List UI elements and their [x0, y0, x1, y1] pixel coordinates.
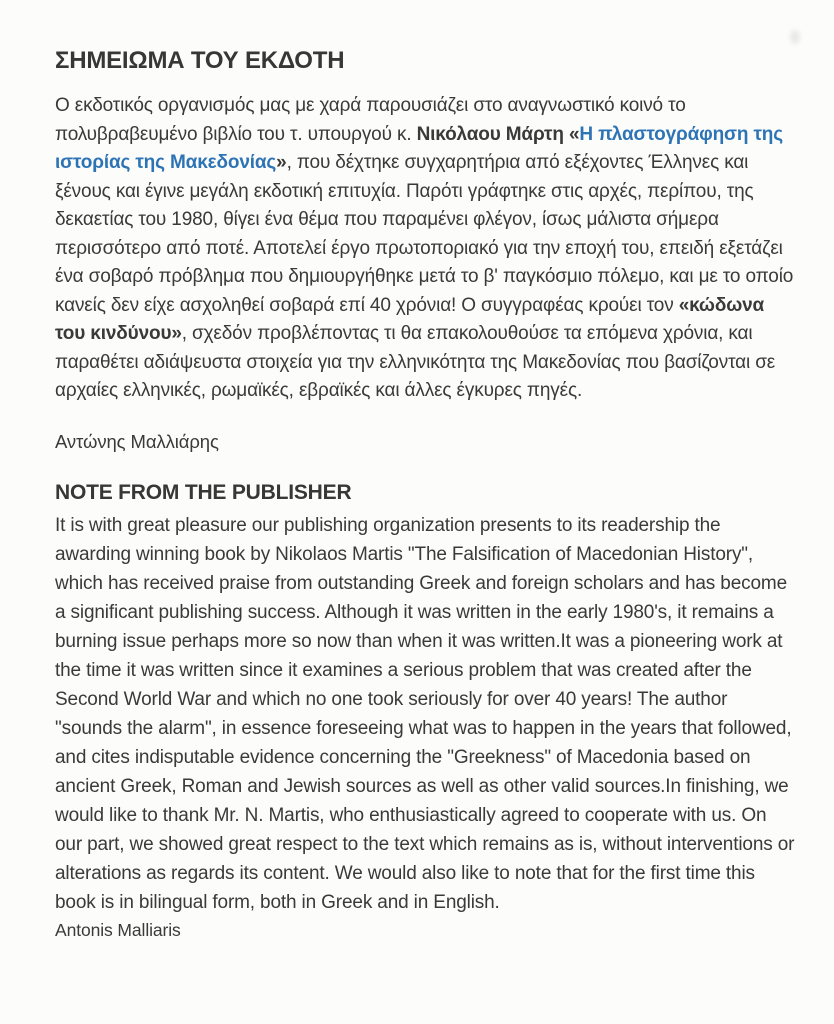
english-publisher-signature: Antonis Malliaris: [55, 919, 181, 940]
greek-publisher-signature: Αντώνης Μαλλιάρης: [55, 430, 219, 452]
english-note-paragraph: It is with great pleasure our publishing organization presents to its readership the awarding winning book by Nikolaos Martis "The Falsification of Macedonian History", which has received praise from outstanding Greek and foreign scholars and has become a significant publishing success. Although it was written in the early 1980's, it remains a burning issue perhaps more so now than when it was written.It was a pioneering work at the time it was written since it examines a serious problem that was created after the Second World War and which no one took seriously for over 40 years! The author "sounds the alarm", in essence foreseeing what was to happen in the years that followed, and cites indisputable evidence concerning the "Greekness" of Macedonia based on ancient Greek, Roman and Jewish sources as well as other valid sources.In finishing, we would like to thank Mr. N. Martis, who enthusiastically agreed to cooperate with us. On our part, we showed great respect to the text which remains as is, without interventions or alterations as regards its content. We would also like to note that for the first time this book is in bilingual form, both in Greek and in English.: [55, 514, 795, 913]
scan-artifact: [790, 30, 800, 44]
greek-note-heading: ΣΗΜΕΙΩΜΑ ΤΟΥ ΕΚΔΟΤΗ: [55, 47, 345, 74]
greek-note-paragraph: Ο εκδοτικός οργανισμός μας με χαρά παρουσιάζει στο αναγνωστικό κοινό το πολυβραβευμένο βιβλίο του τ. υπουργού κ. Νικόλαου Μάρτη «Η πλαστογράφηση της ιστορίας της Μακεδονίας», που δέχτηκε συγχαρητήρια από εξέχοντες Έλληνες και ξένους και έγινε μεγάλη εκδοτική επιτυχία. Παρότι γράφτηκε στις αρχές, περίπου, της δεκαετίας του 1980, θίγει ένα θέμα που παραμένει φλέγον, ίσως μάλιστα σήμερα περισσότερο από ποτέ. Αποτελεί έργο πρωτοποριακό για την εποχή του, επειδή εξετάζει ένα σοβαρό πρόβλημα που δημιουργήθηκε μετά το β' παγκόσμιο πόλεμο, και με το οποίο κανείς δεν είχε ασχοληθεί σοβαρά επί 40 χρόνια! Ο συγγραφέας κρούει τον «κώδωνα του κινδύνου», σχεδόν προβλέποντας τι θα επακολουθούσε τα επόμενα χρόνια, και παραθέτει αδιάψευστα στοιχεία για την ελληνικότητα της Μακεδονίας που βασίζονται σε αρχαίες ελληνικές, ρωμαϊκές, εβραϊκές και άλλες έγκυρες πηγές.: [55, 95, 794, 401]
english-note-heading: NOTE FROM THE PUBLISHER: [55, 480, 352, 504]
